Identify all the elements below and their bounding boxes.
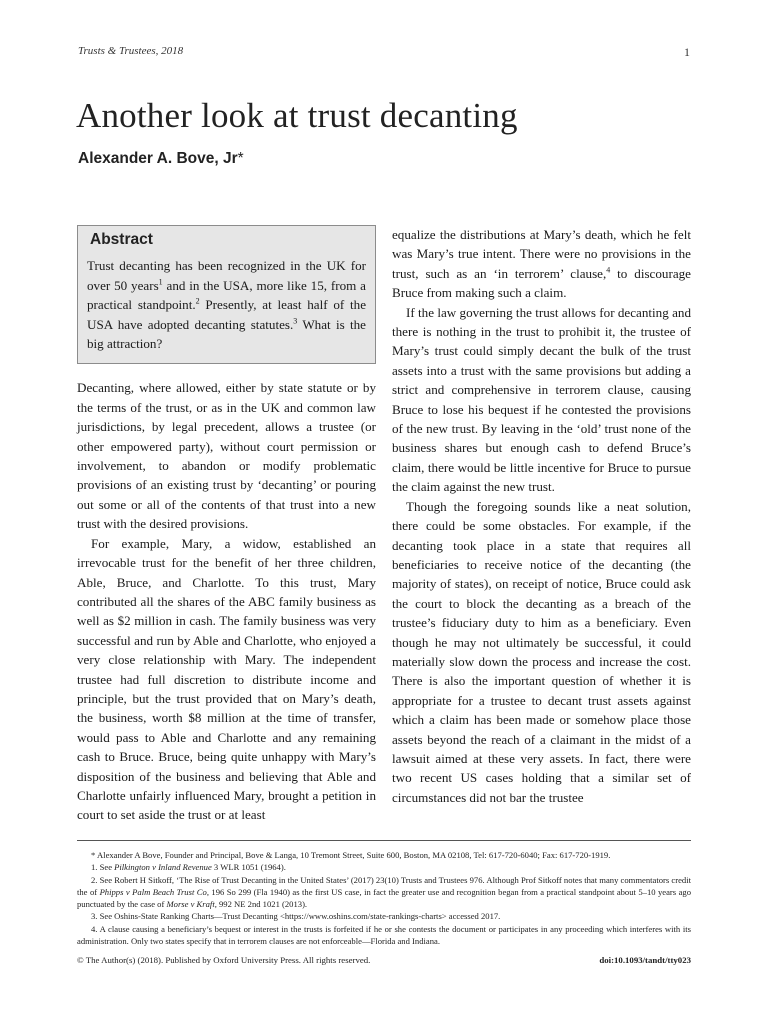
author-line bbox=[78, 150, 244, 168]
body-paragraph bbox=[392, 225, 691, 303]
footnote-text: , 992 NE 2nd 1021 (2013). bbox=[214, 899, 308, 910]
footnote-ref-2: 2 bbox=[195, 296, 200, 306]
footnote-2 bbox=[77, 874, 691, 911]
footnote-author: * Alexander A Bove, Founder and Principal, Bove & Langa, 10 Tremont Street, Suite 600, Boston, MA 02108, Tel: 617-720-6040; Fax: 617-720-1919. bbox=[91, 850, 611, 860]
body-paragraph: For example, Mary, a widow, established an irrevocable trust for the benefit of her three children, Able, Bruce, and Charlotte. To this trust, Mary contributed all the shares of the ABC family business as well as $2 million in cash. The family business was very successful and run by Able and Charlotte, who enjoyed a very close relationship with Mary. The independent trustee had full discretion to distribute income and principle, but the trust provided that on Mary’s death, the business, worth $8 million at the time of transfer, would pass to Able and Charlotte and any remaining cash to Bruce. Bruce, being quite unhappy with Mary’s disposition of the business and believing that Able and Charlotte unfairly influenced Mary, brought a petition in court to set aside the trust or at least bbox=[77, 535, 376, 823]
case-name: Morse v Kraft bbox=[166, 899, 215, 910]
right-column bbox=[392, 225, 691, 807]
journal-name: Trusts & Trustees, 2018 bbox=[78, 45, 184, 57]
footnote-ref-1: 1 bbox=[158, 277, 163, 287]
body-text-part: equalize the distributions at Mary’s death, which he felt was Mary’s true intent. There were no provisions in the trust, such as an ‘in terrorem’ clause, bbox=[392, 227, 691, 281]
abstract-heading: Abstract bbox=[90, 231, 153, 248]
footnote-3: 3. See Oshins-State Ranking Charts—Trust Decanting <https://www.oshins.com/state-rankings-charts> accessed 2017. bbox=[91, 911, 501, 922]
abstract-box bbox=[77, 225, 376, 364]
footnote-text: 3 WLR 1051 (1964). bbox=[211, 862, 286, 873]
body-paragraph: If the law governing the trust allows for decanting and there is nothing in the trust to prohibit it, the trustee of Mary’s trust could simply decant the bulk of the trust assets into a trust with the same provisions but adding a strict and comprehensive in terrorem clause, causing Bruce to lose his bequest if he contested the provisions of the new trust. By leaving in the ‘old’ trust none of the business shares but enough cash to defend Bruce’s claim, there would be little incentive for Bruce to pursue the claim against the new trust. bbox=[392, 304, 691, 495]
footnote-ref-3: 3 bbox=[293, 316, 298, 326]
running-head bbox=[78, 45, 690, 63]
footnote-text: 2. See Robert H Sitkoff, ‘The Rise of Trust Decanting in the United States’ (2017) 23(10) Trusts and Trustees 976. Although Prof Sitkoff notes that many commentators credit the of bbox=[77, 874, 691, 897]
footnote-text: , 196 So 299 (Fla 1940) as the first US case, in fact the greater use and recognition began from a practical standpoint about 5–10 years ago punctuated by the case of bbox=[77, 886, 691, 910]
author-name: Alexander A. Bove, Jr bbox=[78, 150, 238, 167]
case-name: Pilkington v Inland Revenue bbox=[114, 862, 212, 873]
body-paragraph: Decanting, where allowed, either by state statute or by the terms of the trust, or as in the UK and common law jurisdictions, by legal precedent, allows a trustee (or other empowered party), without court permission or involvement, to abandon or modify problematic provisions of an existing trust by ‘decanting’ or pouring out some or all of the contents of that trust into a new trust with the desired provisions. bbox=[77, 380, 376, 532]
abstract-text-part: What is the big attraction? bbox=[87, 316, 366, 352]
abstract-text-part: Presently, at least half of the USA have adopted decanting statutes. bbox=[87, 297, 367, 332]
page-number: 1 bbox=[684, 45, 690, 59]
body-text-part: to discourage Bruce from making such a claim. bbox=[392, 265, 691, 301]
footnote-4: 4. A clause causing a beneficiary’s bequest or interest in the trusts is forfeited if he or she contests the document or participates in any proceeding which interferes with its administration. Only two states specify that in terrorem clauses are not enforceable—Florida and Indiana. bbox=[77, 923, 691, 947]
doi-link[interactable]: doi:10.1093/tandt/tty023 bbox=[599, 955, 691, 965]
abstract-text-part: and in the USA, more like 15, from a practical standpoint. bbox=[87, 277, 366, 313]
footnote-ref-4: 4 bbox=[606, 265, 611, 275]
author-footnote-mark: * bbox=[237, 150, 244, 167]
case-name: Phipps v Palm Beach Trust Co bbox=[99, 886, 207, 897]
body-paragraph: Though the foregoing sounds like a neat solution, there could be some obstacles. For example, if the decanting took place in a state that requires all beneficiaries to receive notice of the decanting (the majority of states), on receipt of notice, Bruce could ask the court to block the decanting as a breach of the trustee’s fiduciary duty to him as a beneficiary. Even though he may not ultimately be successful, it could materially slow down the process and increase the cost. There is also the important question of whether it is appropriate for a trustee to decant trust assets against which a claim has been made or somehow place those assets beyond the reach of a claimant in the midst of a lawsuit aimed at these very assets. In fact, there were two recent US cases holding that a similar set of circumstances did not bar the trustee bbox=[392, 498, 691, 805]
page-footer bbox=[77, 955, 691, 965]
abstract-text bbox=[87, 256, 366, 353]
footnotes bbox=[77, 840, 691, 947]
left-column bbox=[77, 225, 376, 825]
article-title: Another look at trust decanting bbox=[76, 96, 518, 135]
abstract-text-part: Trust decanting has been recognized in the UK for over 50 years bbox=[87, 258, 366, 293]
copyright-notice: © The Author(s) (2018). Published by Oxford University Press. All rights reserved. bbox=[77, 955, 371, 965]
footnote-1 bbox=[77, 861, 691, 873]
footnote-text: 1. See bbox=[91, 862, 115, 873]
